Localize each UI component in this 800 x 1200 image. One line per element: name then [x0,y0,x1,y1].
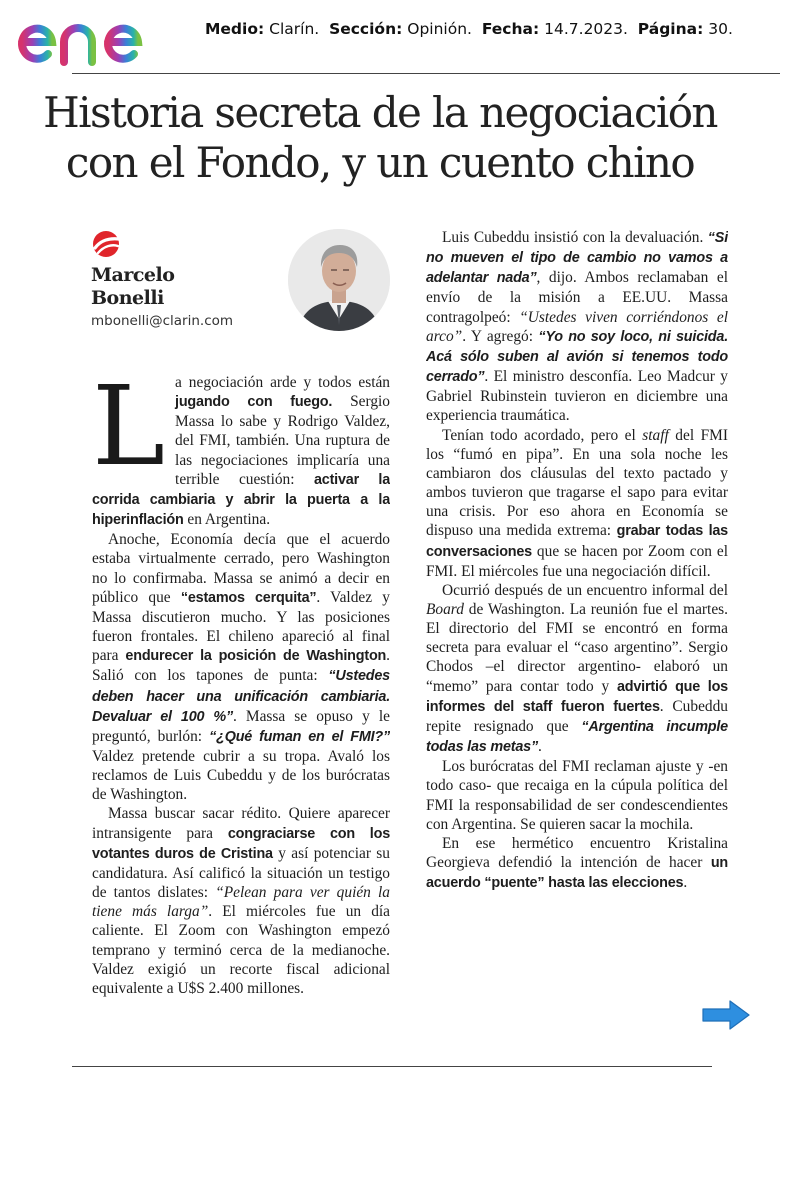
text-run: , dijo. Ambos reclamaban el envío de la misión a EE.UU. Massa contragolpeó: [426,269,728,326]
text-run: que se hacen por Zoom con el FMI. El miércoles fue una negociación difícil. [426,542,728,580]
text-run: y así potenciar su candidatura. Así calificó la situación un testigo de tantos dislates: [92,844,390,902]
text-run: . [537,738,542,756]
fecha-value: 14.7.2023. [544,20,628,38]
text-run: a negociación arde y todos están [175,374,390,391]
emphasis: advirtió que los informes del staff fueron fuertes [426,678,728,715]
paragraph-5 [426,426,728,581]
text-run: . Cubeddu repite resignado que [426,697,728,735]
text-run: . Salió con los tapones de punta: [92,647,390,685]
text-run: Valdez pretende cubrir a su tropa. Avaló los reclamos de Luis Cubeddu y de los burócratas de Washington. [92,747,390,804]
author-photo [288,229,390,331]
headline-line-2: con el Fondo, y un cuento chino [65,138,695,187]
text-run: . El ministro desconfía. Leo Madcur y Gabriel Rubinstein tuvieron en diciembre una experiencia traumática. [426,368,728,425]
text-run: . El miércoles fue un día caliente. El Zoom con Washington empezó temprano y terminó cerca de la medianoche. Valdez exigió un recorte fiscal adicional equivalente a U$S 2.400 millones. [92,903,390,997]
text-run: Tenían todo acordado, pero el [442,426,643,444]
headline-line-1: Historia secreta de la negociación [43,88,717,137]
header-divider [72,73,780,74]
author-last-name: Bonelli [91,287,164,309]
article-column-2 [426,228,728,938]
paragraph-1 [92,373,390,530]
medio-value: Clarín. [269,20,320,38]
article-column-1 [92,373,390,1005]
author-email: mbonelli@clarin.com [91,313,234,329]
text-run: Sergio Massa lo sabe y Rodrigo Valdez, del FMI, también. Una ruptura de las negociaciones implicaría una terrible cuestión: [175,393,390,488]
text-run: En ese hermético encuentro Kristalina Georgieva defendió la intención de hacer [426,834,728,871]
fecha-label: Fecha: [481,20,540,38]
paragraph-7: Los burócratas del FMI reclaman ajuste y -en todo caso- que recaiga en la cúpula política del FMI la responsabilidad de ser condescendientes con Argentina. Se quieren sacar la mochila. [426,758,728,833]
emphasis: congraciarse con los votantes duros de Cristina [92,825,390,862]
quote: “Yo no soy loco, ni suicida. Acá sólo suben al avión si tenemos todo cerrado” [426,328,728,386]
enel-logo [14,6,180,68]
italic-term: staff [642,426,669,444]
text-run: Luis Cubeddu insistió con la devaluación. [442,229,708,246]
quote: “Si no mueven el tipo de cambio no vamos a adelantar nada” [426,230,728,287]
source-info [205,20,733,38]
seccion-label: Sección: [329,20,403,38]
emphasis: “estamos cerquita” [180,589,317,606]
text-run: en Argentina. [183,511,271,529]
italic-term: Board [426,600,464,618]
author-name [91,264,174,310]
quote: “Ustedes viven corriéndonos el arco” [426,308,728,345]
quote: “Argentina incumple todas las metas” [426,718,728,756]
text-run: Massa buscar sacar rédito. Quiere aparecer intransigente para [92,805,390,842]
text-run: . Valdez y Massa discutieron mucho. Y las posiciones fueron frontales. El chileno apareció al final para [92,588,390,665]
text-run: Ocurrió después de un encuentro informal del [442,581,728,599]
emphasis: jugando con fuego. [175,394,333,411]
text-run: de Washington. La reunión fue el martes. El directorio del FMI se encontró en forma secreta para evaluar el “caso argentino”. Sergio Chodos –el director argentino- elaboró un “memo” para contar todo y [426,600,728,695]
text-run: Anoche, Economía decía que el acuerdo estaba virtualmente cerrado, pero Washington no lo confirmaba. Massa se animó a decir en público que [92,531,390,606]
drop-cap: L [92,373,166,490]
quote: “Pelean para ver quién la tiene más larga” [92,884,390,921]
emphasis: grabar todas las conversaciones [426,523,728,560]
pagina-label: Página: [637,20,704,38]
footer-divider [72,1066,712,1067]
paragraph-8 [426,834,728,893]
text-run: . Y agregó: [462,327,539,345]
text-run: . Massa se opuso y le preguntó, burlón: [92,707,390,745]
clarin-logo-icon [88,229,124,259]
paragraph-4 [426,228,728,426]
paragraph-2 [92,530,390,804]
quote: “¿Qué fuman en el FMI?” [209,728,390,745]
emphasis: endurecer la posición de Washington [125,648,387,665]
seccion-value: Opinión. [407,20,472,38]
medio-label: Medio: [205,20,265,38]
next-page-arrow-icon[interactable] [700,998,752,1032]
paragraph-3 [92,804,390,998]
text-run: . [683,874,688,892]
quote: “Ustedes deben hacer una unificación cambiaria. Devaluar el 100 %” [92,668,390,725]
pagina-value: 30. [708,20,733,38]
paragraph-6 [426,581,728,757]
headline [20,88,740,188]
author-first-name: Marcelo [91,264,175,286]
emphasis: un acuerdo “puente” hasta las elecciones [426,855,728,892]
emphasis: activar la corrida cambiaria y abrir la puerta a la hiperinflación [92,471,390,529]
text-run: del FMI los “fumó en pipa”. En una sola noche les cambiaron dos cláusulas del texto pactado y ambos tuvieron que tragarse el sapo para evitar una crisis. Por eso ahora en Economía se dispuso una medida extrema: [426,426,728,540]
